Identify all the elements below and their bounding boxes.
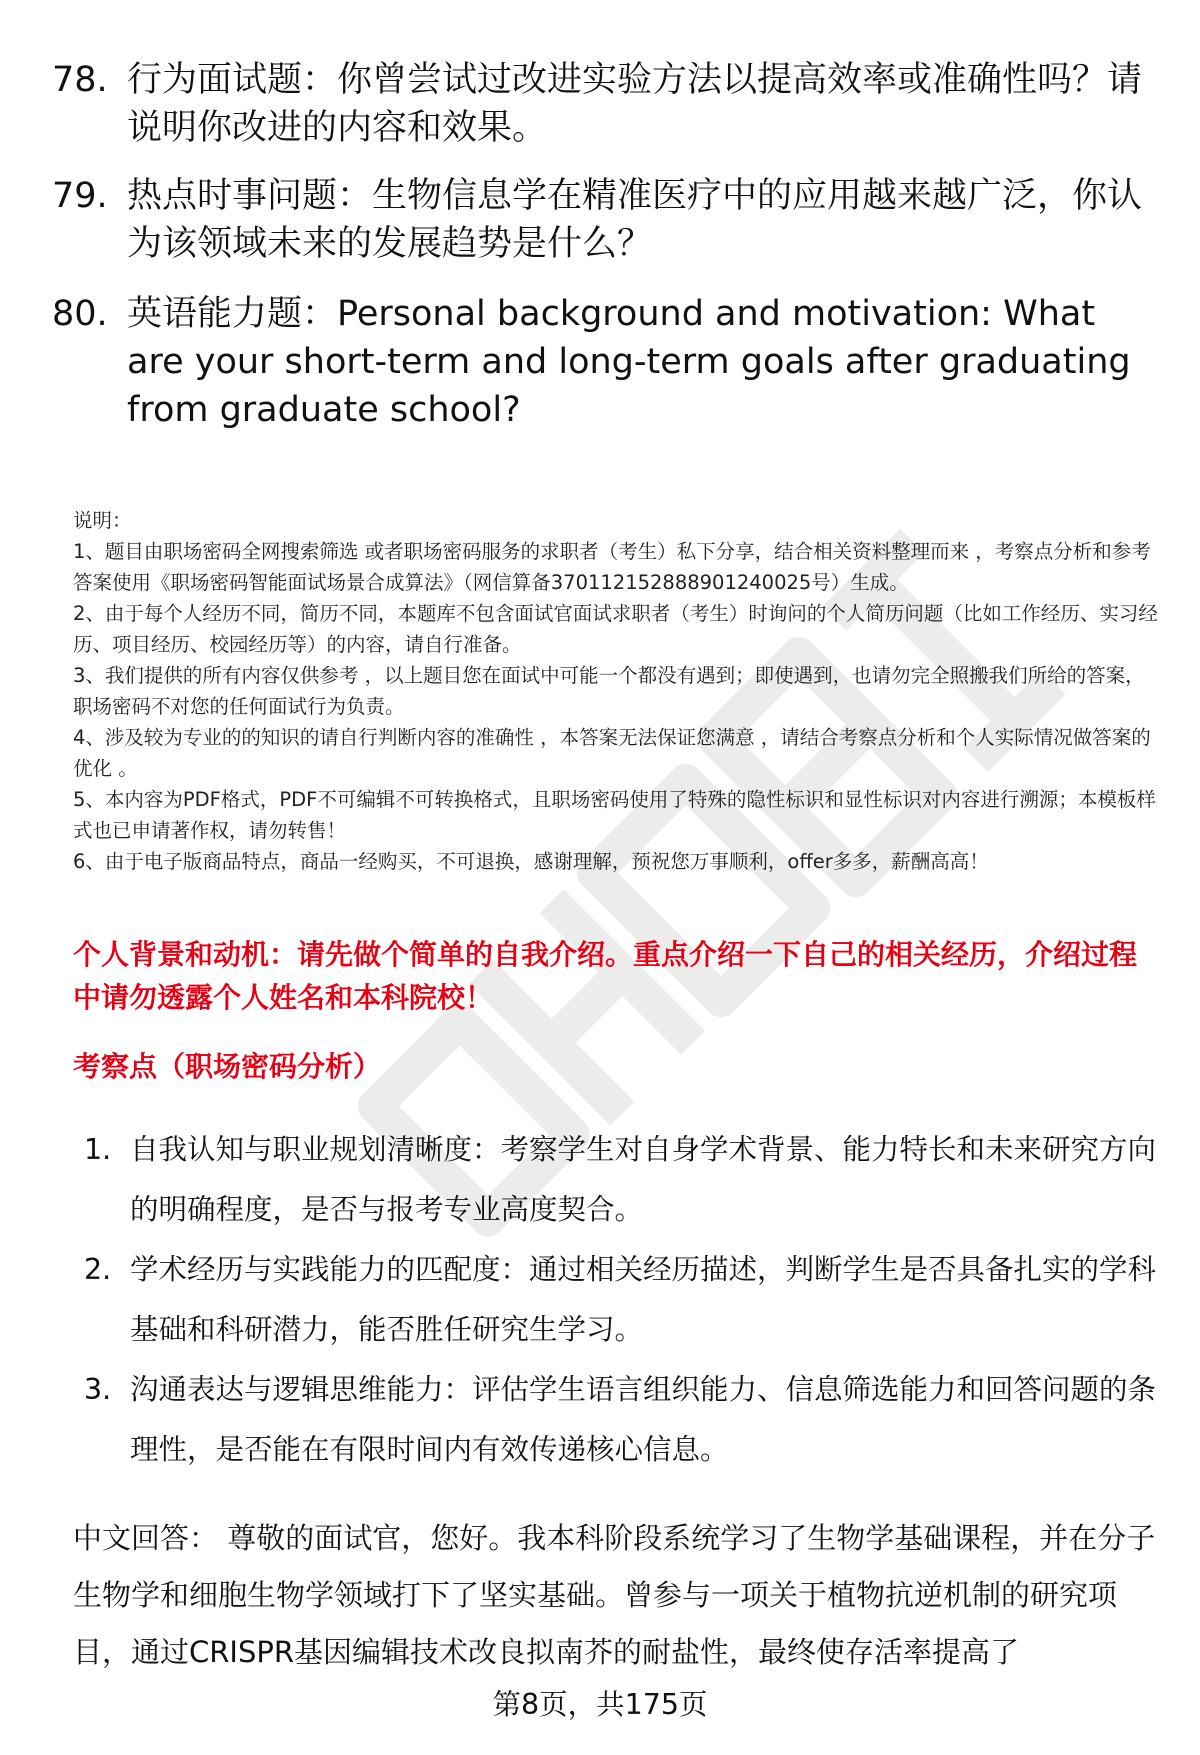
note-item: 1、题目由职场密码全网搜索筛选 或者职场密码服务的求职者（考生）私下分享，结合相关资料整理而来 ，考察点分析和参考答案使用《职场密码智能面试场景合成算法》（网信算备370112152888901240025号）生成。	[73, 540, 1151, 594]
interview-question-heading: 个人背景和动机：请先做个简单的自我介绍。重点介绍一下自己的相关经历，介绍过程中请勿透露个人姓名和本科院校！	[73, 938, 1138, 1014]
point-number: 1.	[84, 1133, 112, 1166]
question-text: 英语能力题：Personal background and motivation: What are your short-term and long-term goals after graduating from graduate school?	[127, 294, 1131, 430]
analysis-points-list	[80, 1120, 1160, 1480]
note-item: 6、由于电子版商品特点，商品一经购买，不可退换，感谢理解，预祝您万事顺利，offer多多，薪酬高高！	[73, 850, 989, 873]
question-number: 80.	[52, 294, 108, 334]
point-text: 沟通表达与逻辑思维能力：评估学生语言组织能力、信息筛选能力和回答问题的条理性，是否能在有限时间内有效传递核心信息。	[130, 1373, 1157, 1466]
page-number-footer: 第8页，共175页	[492, 1688, 708, 1721]
analysis-point	[80, 1240, 1160, 1360]
disclaimer-notes	[73, 505, 1158, 877]
notes-title: 说明：	[73, 509, 132, 532]
chinese-answer: 中文回答： 尊敬的面试官，您好。我本科阶段系统学习了生物学基础课程，并在分子生物学和细胞生物学领域打下了坚实基础。曾参与一项关于植物抗逆机制的研究项目，通过CRISPR基因编辑技术改良拟南芥的耐盐性，最终使存活率提高了	[73, 1521, 1156, 1669]
note-item: 2、由于每个人经历不同，简历不同，本题库不包含面试官面试求职者（考生）时询问的个人简历问题（比如工作经历、实习经历、项目经历、校园经历等）的内容，请自行准备。	[73, 602, 1158, 656]
note-item: 4、涉及较为专业的的知识的请自行判断内容的准确性 ，本答案无法保证您满意 ，请结合考察点分析和个人实际情况做答案的优化 。	[73, 726, 1151, 780]
note-item: 5、本内容为PDF格式，PDF不可编辑不可转换格式，且职场密码使用了特殊的隐性标识和显性标识对内容进行溯源；本模板样式也已申请著作权，请勿转售！	[73, 788, 1156, 842]
analysis-point	[80, 1360, 1160, 1480]
question-text: 行为面试题：你曾尝试过改进实验方法以提高效率或准确性吗？请说明你改进的内容和效果。	[127, 60, 1143, 148]
note-item: 3、我们提供的所有内容仅供参考 ，以上题目您在面试中可能一个都没有遇到；即使遇到，也请勿完全照搬我们所给的答案，职场密码不对您的任何面试行为负责。	[73, 664, 1145, 718]
point-text: 学术经历与实践能力的匹配度：通过相关经历描述，判断学生是否具备扎实的学科基础和科研潜力，能否胜任研究生学习。	[130, 1253, 1157, 1346]
question-number: 78.	[52, 60, 108, 100]
question-number: 79.	[52, 176, 108, 216]
analysis-heading: 考察点（职场密码分析）	[73, 1050, 382, 1083]
point-number: 2.	[84, 1253, 112, 1286]
point-text: 自我认知与职业规划清晰度：考察学生对自身学术背景、能力特长和未来研究方向的明确程度，是否与报考专业高度契合。	[130, 1133, 1157, 1226]
point-number: 3.	[84, 1373, 112, 1406]
analysis-point	[80, 1120, 1160, 1240]
question-text: 热点时事问题：生物信息学在精准医疗中的应用越来越广泛，你认为该领域未来的发展趋势是什么？	[127, 176, 1143, 264]
